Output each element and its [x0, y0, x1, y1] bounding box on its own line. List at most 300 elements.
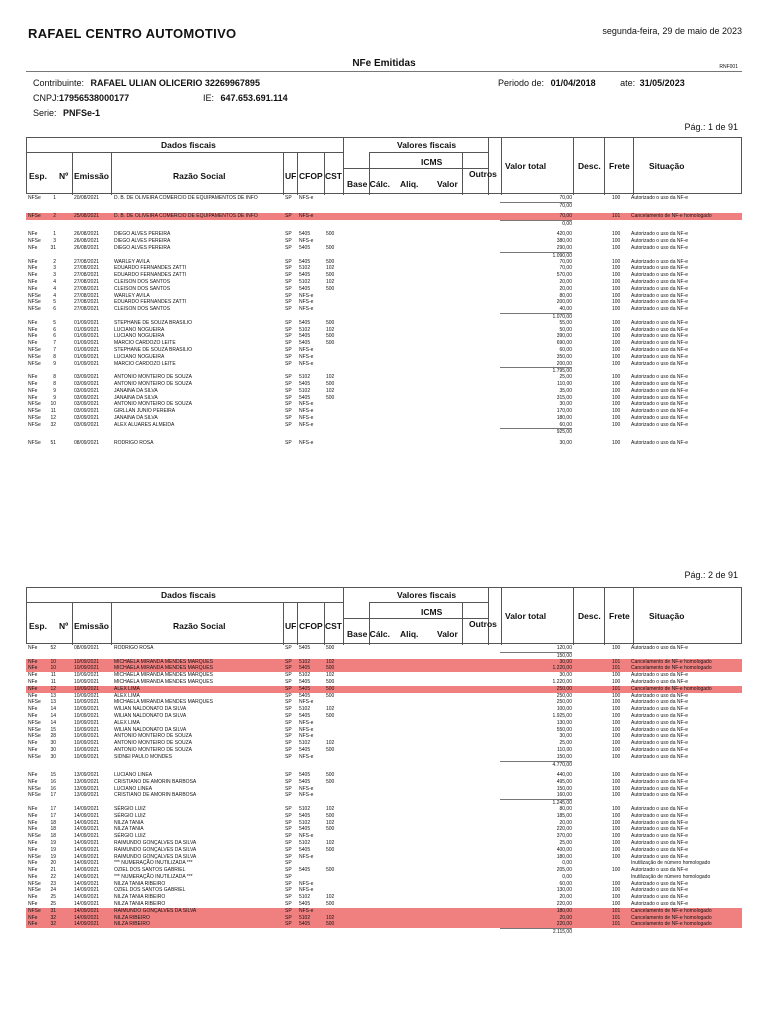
cnpj-line	[33, 93, 129, 103]
cell-cfop: 5102	[299, 805, 311, 812]
cell-uf: SP	[285, 753, 292, 760]
cell-razao-social: DIEGO ALVES PEREIRA	[114, 244, 171, 251]
cell-emissao: 27/08/2021	[74, 299, 100, 306]
cell-num: 1	[53, 231, 56, 238]
cell-uf: SP	[285, 812, 292, 819]
cell-num: 23	[50, 880, 56, 887]
cell-razao-social: EDUARDO FERNANDES ZATTI	[114, 272, 187, 279]
cell-situacao: Autorizado o uso da NF-e	[631, 408, 688, 415]
cell-situacao: Autorizado o uso da NF-e	[631, 805, 688, 812]
group-total-row	[26, 761, 742, 768]
cell-emissao: 14/09/2021	[74, 880, 100, 887]
cell-emissao: 14/09/2021	[74, 873, 100, 880]
cell-num: 31	[50, 244, 56, 251]
cell-status-code: 100	[612, 394, 621, 401]
cell-emissao: 27/08/2021	[74, 285, 100, 292]
cell-emissao: 10/09/2021	[74, 678, 100, 685]
cell-num: 5	[53, 299, 56, 306]
table-row	[26, 867, 742, 874]
cell-valor-total: 250,00	[556, 699, 572, 706]
cell-esp: NFSe	[28, 785, 41, 792]
table-row	[26, 727, 742, 734]
cell-valor-total: 440,00	[556, 771, 572, 778]
cell-razao-social: RAIMUNDO GONÇALVES DA SILVA	[114, 839, 197, 846]
cell-uf: SP	[285, 306, 292, 313]
cell-uf: SP	[285, 665, 292, 672]
table-row-cancelled	[26, 659, 742, 666]
cell-esp: NFe	[28, 692, 38, 699]
cell-situacao: Autorizado o uso da NF-e	[631, 238, 688, 245]
cell-num: 15	[50, 726, 56, 733]
cell-razao-social: ALEX LIMA	[114, 692, 140, 699]
cell-cfop: 5405	[299, 712, 311, 719]
cell-valor-total: 170,00	[556, 408, 572, 415]
cell-valor-total: 290,00	[556, 244, 572, 251]
cell-cst: 500	[326, 678, 335, 685]
cell-razao-social: LUCIANO LINEA	[114, 785, 153, 792]
cell-uf: SP	[285, 272, 292, 279]
cell-status-code: 100	[612, 753, 621, 760]
cell-status-code: 100	[612, 726, 621, 733]
cell-valor-total: 20,00	[559, 914, 572, 921]
cell-num: 9	[53, 394, 56, 401]
cell-esp: NFe	[28, 778, 38, 785]
cell-cfop: NFS-e	[299, 292, 314, 299]
cell-valor-total: 110,00	[557, 746, 572, 753]
col-valores-fiscais: Valores fiscais	[397, 140, 457, 150]
cell-status-code: 100	[612, 401, 621, 408]
cell-cfop: 5405	[299, 901, 311, 908]
cell-emissao: 10/09/2021	[74, 712, 100, 719]
table-row-cancelled	[26, 213, 742, 220]
cell-uf: SP	[285, 244, 292, 251]
cell-razao-social: ALEX ALUARES ALMEIDA	[114, 421, 175, 428]
ie-value: 647.653.691.114	[220, 93, 288, 103]
cell-valor-total: 60,00	[559, 421, 572, 428]
table-row	[26, 840, 742, 847]
cell-cfop: NFS-e	[299, 880, 314, 887]
cell-valor-total: 180,00	[556, 414, 572, 421]
col-desc: Desc.	[578, 161, 601, 171]
cell-emissao: 01/09/2021	[74, 333, 100, 340]
cell-razao-social: NILZA TANIA RIBEIRO	[114, 894, 166, 901]
cell-num: 2	[53, 258, 56, 265]
cell-valor-total: 30,00	[559, 672, 572, 679]
cell-cst: 500	[326, 665, 335, 672]
ie-label: IE:	[203, 93, 215, 103]
cell-esp: NFe	[28, 658, 38, 665]
table-row	[26, 272, 742, 279]
cell-status-code: 100	[612, 374, 621, 381]
table-row	[26, 231, 742, 238]
cell-emissao: 01/09/2021	[74, 346, 100, 353]
cell-razao-social: JANAINA DA SILVA	[114, 394, 158, 401]
group-total-row	[26, 652, 742, 659]
cell-num: 11	[50, 678, 56, 685]
cell-situacao: Autorizado o uso da NF-e	[631, 326, 688, 333]
cell-esp: NFSe	[28, 299, 41, 306]
cell-uf: SP	[285, 380, 292, 387]
cell-cfop: 5405	[299, 333, 311, 340]
cell-cfop: 5102	[299, 914, 311, 921]
cell-situacao: Autorizado o uso da NF-e	[631, 753, 688, 760]
cell-num: 3	[53, 265, 56, 272]
table-row	[26, 374, 742, 381]
cell-num: 8	[53, 380, 56, 387]
cell-num: 10	[50, 401, 56, 408]
cell-esp: NFSe	[28, 421, 41, 428]
cell-emissao: 10/09/2021	[74, 699, 100, 706]
col-uf: UF	[285, 621, 297, 631]
col-razao-social: Razão Social	[173, 171, 226, 181]
cell-razao-social: WARLEY AVILA	[114, 292, 150, 299]
cell-emissao: 10/09/2021	[74, 706, 100, 713]
cell-valor-total: 30,00	[559, 733, 572, 740]
cell-status-code: 100	[612, 306, 621, 313]
cell-emissao: 14/09/2021	[74, 887, 100, 894]
cell-status-code: 100	[612, 299, 621, 306]
cell-cfop: 5405	[299, 867, 311, 874]
cell-cfop: 5405	[299, 340, 311, 347]
cell-razao-social: RAIMUNDO GONÇALVES DA SILVA	[114, 907, 197, 914]
cell-emissao: 14/09/2021	[74, 819, 100, 826]
cell-uf: SP	[285, 746, 292, 753]
table-header	[26, 137, 742, 194]
cell-cst: 102	[326, 805, 335, 812]
cell-esp: NFe	[28, 258, 38, 265]
cell-num: 11	[50, 672, 56, 679]
cell-situacao: Autorizado o uso da NF-e	[631, 771, 688, 778]
cell-emissao: 10/09/2021	[74, 753, 100, 760]
cell-razao-social: MARCIO CARDOZO LEITE	[114, 360, 176, 367]
cell-status-code: 101	[612, 921, 621, 928]
cell-status-code: 100	[612, 901, 621, 908]
cell-situacao: Autorizado o uso da NF-e	[631, 839, 688, 846]
col-frete: Frete	[609, 161, 630, 171]
cell-uf: SP	[285, 726, 292, 733]
table-row	[26, 699, 742, 706]
cell-status-code: 100	[612, 746, 621, 753]
cell-valor-total: 110,00	[557, 380, 572, 387]
group-total-value: 2.115,00	[500, 928, 572, 936]
cell-uf: SP	[285, 278, 292, 285]
table-row-cancelled	[26, 915, 742, 922]
cell-razao-social: NILZA TANIA RIBEIRO	[114, 880, 166, 887]
cell-razao-social: EDUARDO FERNANDES ZATTI	[114, 265, 187, 272]
cell-situacao: Autorizado o uso da NF-e	[631, 645, 688, 651]
cell-cst: 500	[326, 285, 335, 292]
cell-num: 30	[50, 746, 56, 753]
cell-status-code: 100	[612, 272, 621, 279]
cell-emissao: 14/09/2021	[74, 833, 100, 840]
cell-emissao: 14/09/2021	[74, 901, 100, 908]
cell-cfop: NFS-e	[299, 887, 314, 894]
cell-cfop: NFS-e	[299, 306, 314, 313]
serie-value: PNFSe-1	[63, 108, 101, 118]
table-row	[26, 279, 742, 286]
report-code: RNF001	[719, 64, 738, 70]
table-row	[26, 672, 742, 679]
cell-status-code: 100	[612, 826, 621, 833]
cell-status-code: 100	[612, 421, 621, 428]
cell-esp: NFSe	[28, 195, 41, 201]
page-number: Pág.: 2 de 91	[684, 570, 738, 580]
cell-cfop: 5102	[299, 374, 311, 381]
cell-situacao: Autorizado o uso da NF-e	[631, 826, 688, 833]
periodo-ate-value: 31/05/2023	[639, 78, 685, 88]
cell-status-code: 100	[612, 771, 621, 778]
cell-uf: SP	[285, 685, 292, 692]
cell-situacao: Autorizado o uso da NF-e	[631, 706, 688, 713]
table-row	[26, 395, 742, 402]
cell-cst: 102	[326, 658, 335, 665]
cell-valor-total: 400,00	[556, 846, 572, 853]
cell-situacao: Autorizado o uso da NF-e	[631, 387, 688, 394]
col-esp: Esp.	[29, 171, 47, 181]
cell-cst: 102	[326, 672, 335, 679]
cell-cfop: 5102	[299, 706, 311, 713]
cell-num: 4	[53, 278, 56, 285]
cell-situacao: Autorizado o uso da NF-e	[631, 678, 688, 685]
cell-razao-social: MICHAELA MIRANDA MENDES MARQUES	[114, 678, 213, 685]
cell-num: 32	[50, 921, 56, 928]
cell-num: 18	[50, 819, 56, 826]
cell-num: 21	[50, 867, 56, 874]
cell-razao-social: NILZA RIBEIRO	[114, 921, 150, 928]
cell-valor-total: 200,00	[556, 299, 572, 306]
cell-status-code: 101	[612, 685, 621, 692]
cell-status-code: 100	[612, 887, 621, 894]
cell-emissao: 14/09/2021	[74, 853, 100, 860]
cell-esp: NFe	[28, 819, 38, 826]
cell-uf: SP	[285, 833, 292, 840]
cell-status-code: 100	[612, 819, 621, 826]
cell-status-code: 100	[612, 326, 621, 333]
cell-situacao: Autorizado o uso da NF-e	[631, 887, 688, 894]
cell-uf: SP	[285, 326, 292, 333]
cell-cfop: 5405	[299, 665, 311, 672]
cell-emissao: 01/09/2021	[74, 353, 100, 360]
cell-status-code: 100	[612, 867, 621, 874]
cell-razao-social: LUCIANO NOGUEIRA	[114, 326, 165, 333]
cell-situacao: Autorizado o uso da NF-e	[631, 421, 688, 428]
cell-emissao: 10/09/2021	[74, 665, 100, 672]
cell-esp: NFSe	[28, 306, 41, 313]
cell-emissao: 10/09/2021	[74, 658, 100, 665]
cell-esp: NFe	[28, 278, 38, 285]
report-page-2	[0, 565, 768, 1024]
cell-cfop: 5102	[299, 278, 311, 285]
cell-num: 22	[50, 873, 56, 880]
cell-esp: NFSe	[28, 726, 41, 733]
cell-num: 19	[50, 853, 56, 860]
cell-uf: SP	[285, 265, 292, 272]
table-row	[26, 679, 742, 686]
cell-esp: NFe	[28, 387, 38, 394]
cell-uf: SP	[285, 678, 292, 685]
cell-valor-total: 50,00	[559, 326, 572, 333]
cell-valor-total: 20,00	[559, 285, 572, 292]
cell-emissao: 13/09/2021	[74, 785, 100, 792]
group-total-row	[26, 928, 742, 935]
cell-num: 11	[50, 408, 56, 415]
cell-uf: SP	[285, 658, 292, 665]
cell-cst: 102	[326, 839, 335, 846]
cell-emissao: 10/09/2021	[74, 733, 100, 740]
cell-esp: NFSe	[28, 238, 41, 245]
cell-cfop: 5405	[299, 921, 311, 928]
table-row	[26, 901, 742, 908]
cell-emissao: 10/09/2021	[74, 672, 100, 679]
table-row	[26, 381, 742, 388]
table-row-cancelled	[26, 908, 742, 915]
cell-razao-social: MICHAELA MIRANDA MENDES MARQUES	[114, 658, 213, 665]
cell-emissao: 08/09/2021	[74, 439, 100, 446]
table-row	[26, 408, 742, 415]
cell-esp: NFSe	[28, 853, 41, 860]
cell-emissao: 14/09/2021	[74, 894, 100, 901]
cell-situacao: Autorizado o uso da NF-e	[631, 746, 688, 753]
cell-razao-social: LUCIANO LINEA	[114, 771, 153, 778]
col-frete: Frete	[609, 611, 630, 621]
cell-razao-social: NILZA TANIA	[114, 819, 144, 826]
cell-emissao: 03/09/2021	[74, 408, 100, 415]
cell-num: 4	[53, 285, 56, 292]
cell-num: 30	[50, 753, 56, 760]
cell-num: 9	[53, 360, 56, 367]
group-total-value: 4.770,00	[500, 761, 572, 769]
cell-num: 3	[53, 272, 56, 279]
cell-esp: NFSe	[28, 733, 41, 740]
cell-cst: 500	[326, 846, 335, 853]
cell-cfop: 5102	[299, 819, 311, 826]
cell-uf: SP	[285, 408, 292, 415]
contribuinte-value: RAFAEL ULIAN OLICERIO 32269967895	[90, 78, 260, 88]
cell-status-code: 100	[612, 740, 621, 747]
cell-cfop: NFS-e	[299, 726, 314, 733]
cell-uf: SP	[285, 839, 292, 846]
cell-emissao: 10/09/2021	[74, 740, 100, 747]
cell-esp: NFe	[28, 319, 38, 326]
cell-uf: SP	[285, 719, 292, 726]
cell-cst: 102	[326, 374, 335, 381]
col-valor: Valor	[437, 179, 458, 189]
cell-situacao: Autorizado o uso da NF-e	[631, 394, 688, 401]
cell-cst: 500	[326, 685, 335, 692]
cell-valor-total: 20,00	[559, 819, 572, 826]
cell-cfop: NFS-e	[299, 408, 314, 415]
table-body	[26, 195, 742, 447]
cell-esp: NFSe	[28, 719, 41, 726]
cell-situacao: Autorizado o uso da NF-e	[631, 306, 688, 313]
cell-cst: 500	[326, 812, 335, 819]
cell-valor-total: 80,00	[559, 805, 572, 812]
table-row	[26, 299, 742, 306]
cell-razao-social: RAIMUNDO GONÇALVES DA SILVA	[114, 846, 197, 853]
cell-valor-total: 420,00	[556, 231, 572, 238]
cell-valor-total: 180,00	[556, 907, 572, 914]
cell-cfop: 5405	[299, 812, 311, 819]
col-cst: CST	[325, 621, 342, 631]
cell-valor-total: 30,00	[559, 439, 572, 446]
cell-esp: NFe	[28, 645, 38, 651]
cell-valor-total: 35,00	[559, 387, 572, 394]
cell-valor-total: 25,00	[559, 740, 572, 747]
cell-num: 12	[50, 685, 56, 692]
cell-cfop: 5405	[299, 258, 311, 265]
cell-situacao: Autorizado o uso da NF-e	[631, 360, 688, 367]
table-row	[26, 415, 742, 422]
cell-emissao: 13/09/2021	[74, 792, 100, 799]
cell-emissao: 26/08/2021	[74, 238, 100, 245]
cell-esp: NFe	[28, 712, 38, 719]
cell-num: 25	[50, 894, 56, 901]
cell-situacao: Autorizado o uso da NF-e	[631, 785, 688, 792]
table-row	[26, 422, 742, 429]
cell-uf: SP	[285, 394, 292, 401]
table-row	[26, 327, 742, 334]
cell-uf: SP	[285, 907, 292, 914]
table-row	[26, 320, 742, 327]
cell-status-code: 100	[612, 319, 621, 326]
cell-razao-social: SÉRGIO LUIZ	[114, 812, 146, 819]
cell-razao-social: RODRIGO ROSA	[114, 439, 154, 446]
table-row	[26, 245, 742, 252]
cell-situacao: Autorizado o uso da NF-e	[631, 880, 688, 887]
cell-esp: NFe	[28, 685, 38, 692]
table-row	[26, 733, 742, 740]
cell-cst: 500	[326, 921, 335, 928]
table-row	[26, 847, 742, 854]
cell-status-code: 100	[612, 719, 621, 726]
cell-cfop: 5102	[299, 894, 311, 901]
cell-uf: SP	[285, 421, 292, 428]
cell-status-code: 100	[612, 244, 621, 251]
cell-esp: NFSe	[28, 353, 41, 360]
cell-status-code: 100	[612, 231, 621, 238]
cell-situacao: Autorizado o uso da NF-e	[631, 401, 688, 408]
cell-num: 2	[53, 213, 56, 220]
cell-esp: NFe	[28, 873, 38, 880]
cell-cst: 102	[326, 819, 335, 826]
group-total-row	[26, 428, 742, 435]
cell-valor-total: 1.925,00	[552, 712, 572, 719]
col-num: Nº	[59, 171, 69, 181]
cell-razao-social: ALEX LIMA	[114, 685, 140, 692]
col-icms: ICMS	[421, 157, 443, 167]
cell-razao-social: WILIAN NALDONATO DA SILVA	[114, 706, 187, 713]
cell-cfop: 5405	[299, 272, 311, 279]
cell-valor-total: 70,00	[559, 195, 572, 201]
cell-situacao: Autorizado o uso da NF-e	[631, 740, 688, 747]
table-row	[26, 792, 742, 799]
col-situacao: Situação	[649, 611, 685, 621]
table-row	[26, 740, 742, 747]
cell-num: 16	[50, 778, 56, 785]
col-base-calc: Base Cálc.	[347, 179, 390, 189]
cell-razao-social: WARLEY AVILA	[114, 258, 150, 265]
cell-esp: NFe	[28, 333, 38, 340]
table-row	[26, 259, 742, 266]
cell-situacao: Autorizado o uso da NF-e	[631, 699, 688, 706]
col-valor: Valor	[437, 629, 458, 639]
cell-razao-social: ALEX LIMA	[114, 719, 140, 726]
cell-cfop: NFS-e	[299, 785, 314, 792]
cell-esp: NFe	[28, 706, 38, 713]
cell-uf: SP	[285, 699, 292, 706]
ie-line	[203, 93, 288, 103]
cell-cst: 102	[326, 894, 335, 901]
